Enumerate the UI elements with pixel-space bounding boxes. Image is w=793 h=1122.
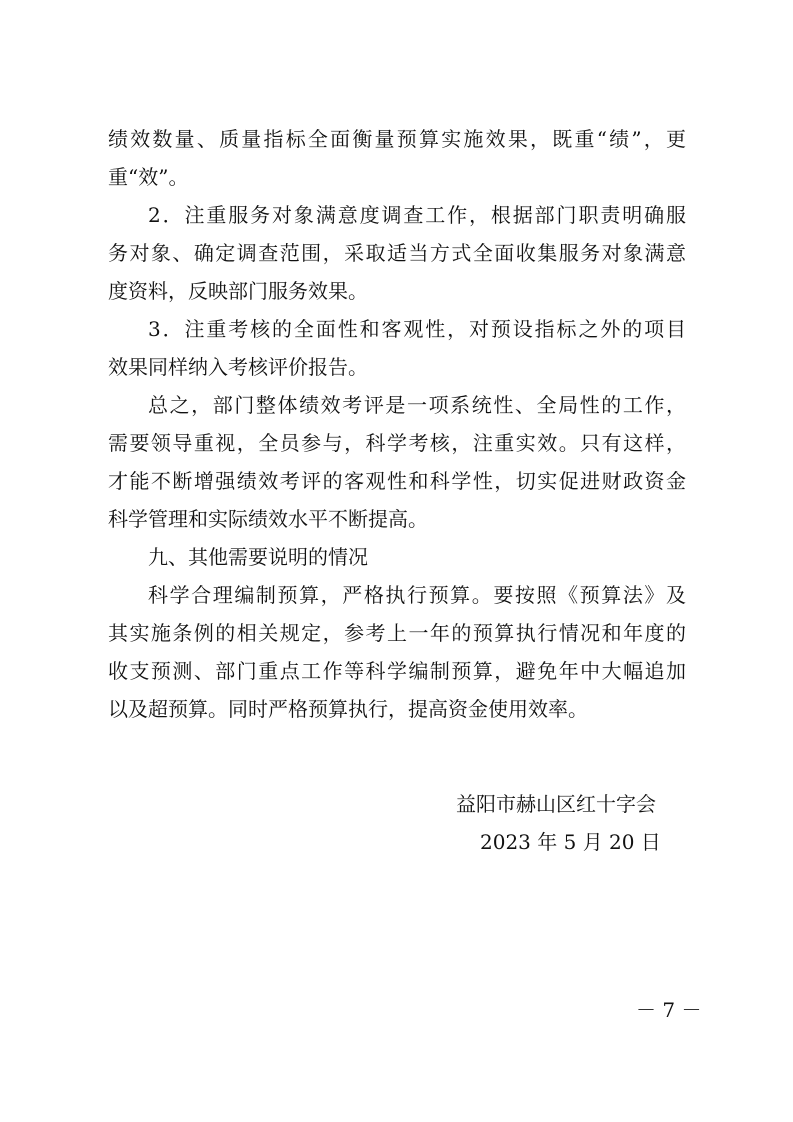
page-number: － 7 － [636, 998, 702, 1022]
body-text-line: 效果同样纳入考核评价报告。 [108, 355, 368, 379]
body-text-line: 2．注重服务对象满意度调查工作，根据部门职责明确服 [148, 203, 686, 227]
body-text-line: 总之，部门整体绩效考评是一项系统性、全局性的工作， [148, 393, 686, 417]
body-text-line: 绩效数量、质量指标全面衡量预算实施效果，既重“绩”，更 [108, 127, 686, 151]
body-text-line: 务对象、确定调查范围，采取适当方式全面收集服务对象满意 [108, 241, 686, 265]
body-text-line: 科学管理和实际绩效水平不断提高。 [108, 507, 428, 531]
body-text-line: 3．注重考核的全面性和客观性，对预设指标之外的项目 [148, 317, 686, 341]
signature-organization: 益阳市赫山区红十字会 [456, 792, 656, 816]
body-text-line: 度资料，反映部门服务效果。 [108, 279, 368, 303]
signature-date: 2023 年 5 月 20 日 [480, 830, 661, 854]
body-text-line: 才能不断增强绩效考评的客观性和科学性，切实促进财政资金 [108, 469, 686, 493]
body-text-line: 需要领导重视，全员参与，科学考核，注重实效。只有这样， [108, 431, 686, 455]
body-text-line: 收支预测、部门重点工作等科学编制预算，避免年中大幅追加 [108, 659, 686, 683]
body-text-line: 其实施条例的相关规定，参考上一年的预算执行情况和年度的 [108, 621, 686, 645]
section-heading: 九、其他需要说明的情况 [148, 545, 368, 569]
body-text-line: 以及超预算。同时严格预算执行，提高资金使用效率。 [108, 697, 588, 721]
body-text-line: 重“效”。 [108, 165, 189, 189]
body-text-line: 科学合理编制预算，严格执行预算。要按照《预算法》及 [148, 583, 686, 607]
